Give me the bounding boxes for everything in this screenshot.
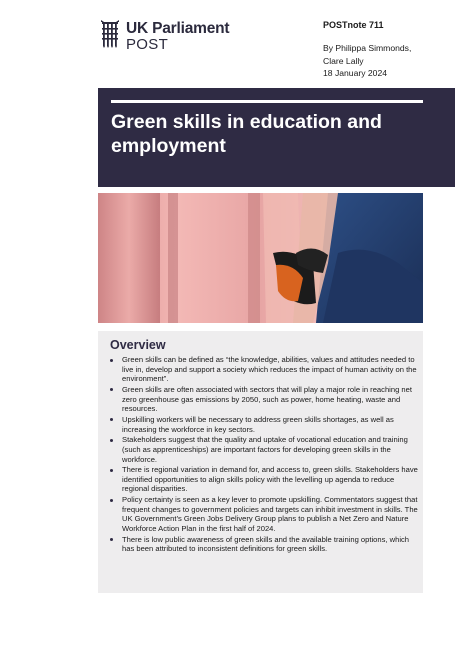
- list-item: There is low public awareness of green skills and the available training options, which has been attributed to inconsistent definitions for green skills.: [108, 535, 418, 554]
- authors-line2: Clare Lally: [323, 55, 364, 66]
- page-title: Green skills in education and employment: [111, 111, 382, 157]
- overview-panel: [98, 331, 423, 593]
- bullet-icon: [110, 388, 113, 391]
- title-banner: [98, 88, 455, 187]
- banner-rule: [111, 100, 423, 103]
- bullet-icon: [110, 499, 113, 502]
- note-id: POSTnote 711: [323, 20, 384, 30]
- overview-heading: Overview: [110, 338, 166, 352]
- list-item: Policy certainty is seen as a key lever to promote upskilling. Commentators suggest that frequent changes to government policies and targets can inhibit investment in skills. The UK Government’s Green Jobs Delivery Group plans to publish a Net Zero and Nature Workforce Action Plan in the first half of 2024.: [108, 495, 418, 533]
- logo-line2: POST: [126, 36, 169, 53]
- authors-line1: By Philippa Simmonds,: [323, 43, 412, 54]
- bullet-icon: [110, 469, 113, 472]
- insulation-photo: [98, 193, 423, 323]
- list-item: Upskilling workers will be necessary to address green skills shortages, as well as increasing the workforce in key sectors.: [108, 415, 418, 434]
- list-item: Stakeholders suggest that the quality and uptake of vocational education and training (such as apprenticeships) are important factors for developing green skills in the workforce.: [108, 435, 418, 464]
- publication-date: 18 January 2024: [323, 68, 388, 79]
- portcullis-icon: [100, 20, 120, 48]
- bullet-icon: [110, 359, 113, 362]
- bullet-icon: [110, 418, 113, 421]
- list-item: There is regional variation in demand for, and access to, green skills. Stakeholders have identified opportunities to align skills policy with the levelling up agenda to reduce regional disparities.: [108, 465, 418, 494]
- uk-parliament-post-logo: [100, 18, 230, 52]
- cover-photo: [98, 193, 423, 323]
- list-item: Green skills are often associated with sectors that will play a major role in reaching net zero greenhouse gas emissions by 2050, such as power, home heating, waste and resources.: [108, 385, 418, 414]
- document-meta: [323, 19, 411, 80]
- bullet-icon: [110, 538, 113, 541]
- overview-list: [108, 355, 418, 555]
- bullet-icon: [110, 439, 113, 442]
- logo-line1: UK Parliament: [126, 20, 230, 37]
- list-item: Green skills can be defined as “the knowledge, abilities, values and attitudes needed to live in, develop and support a society which reduces the impact of human activity on the environment”.: [108, 355, 418, 384]
